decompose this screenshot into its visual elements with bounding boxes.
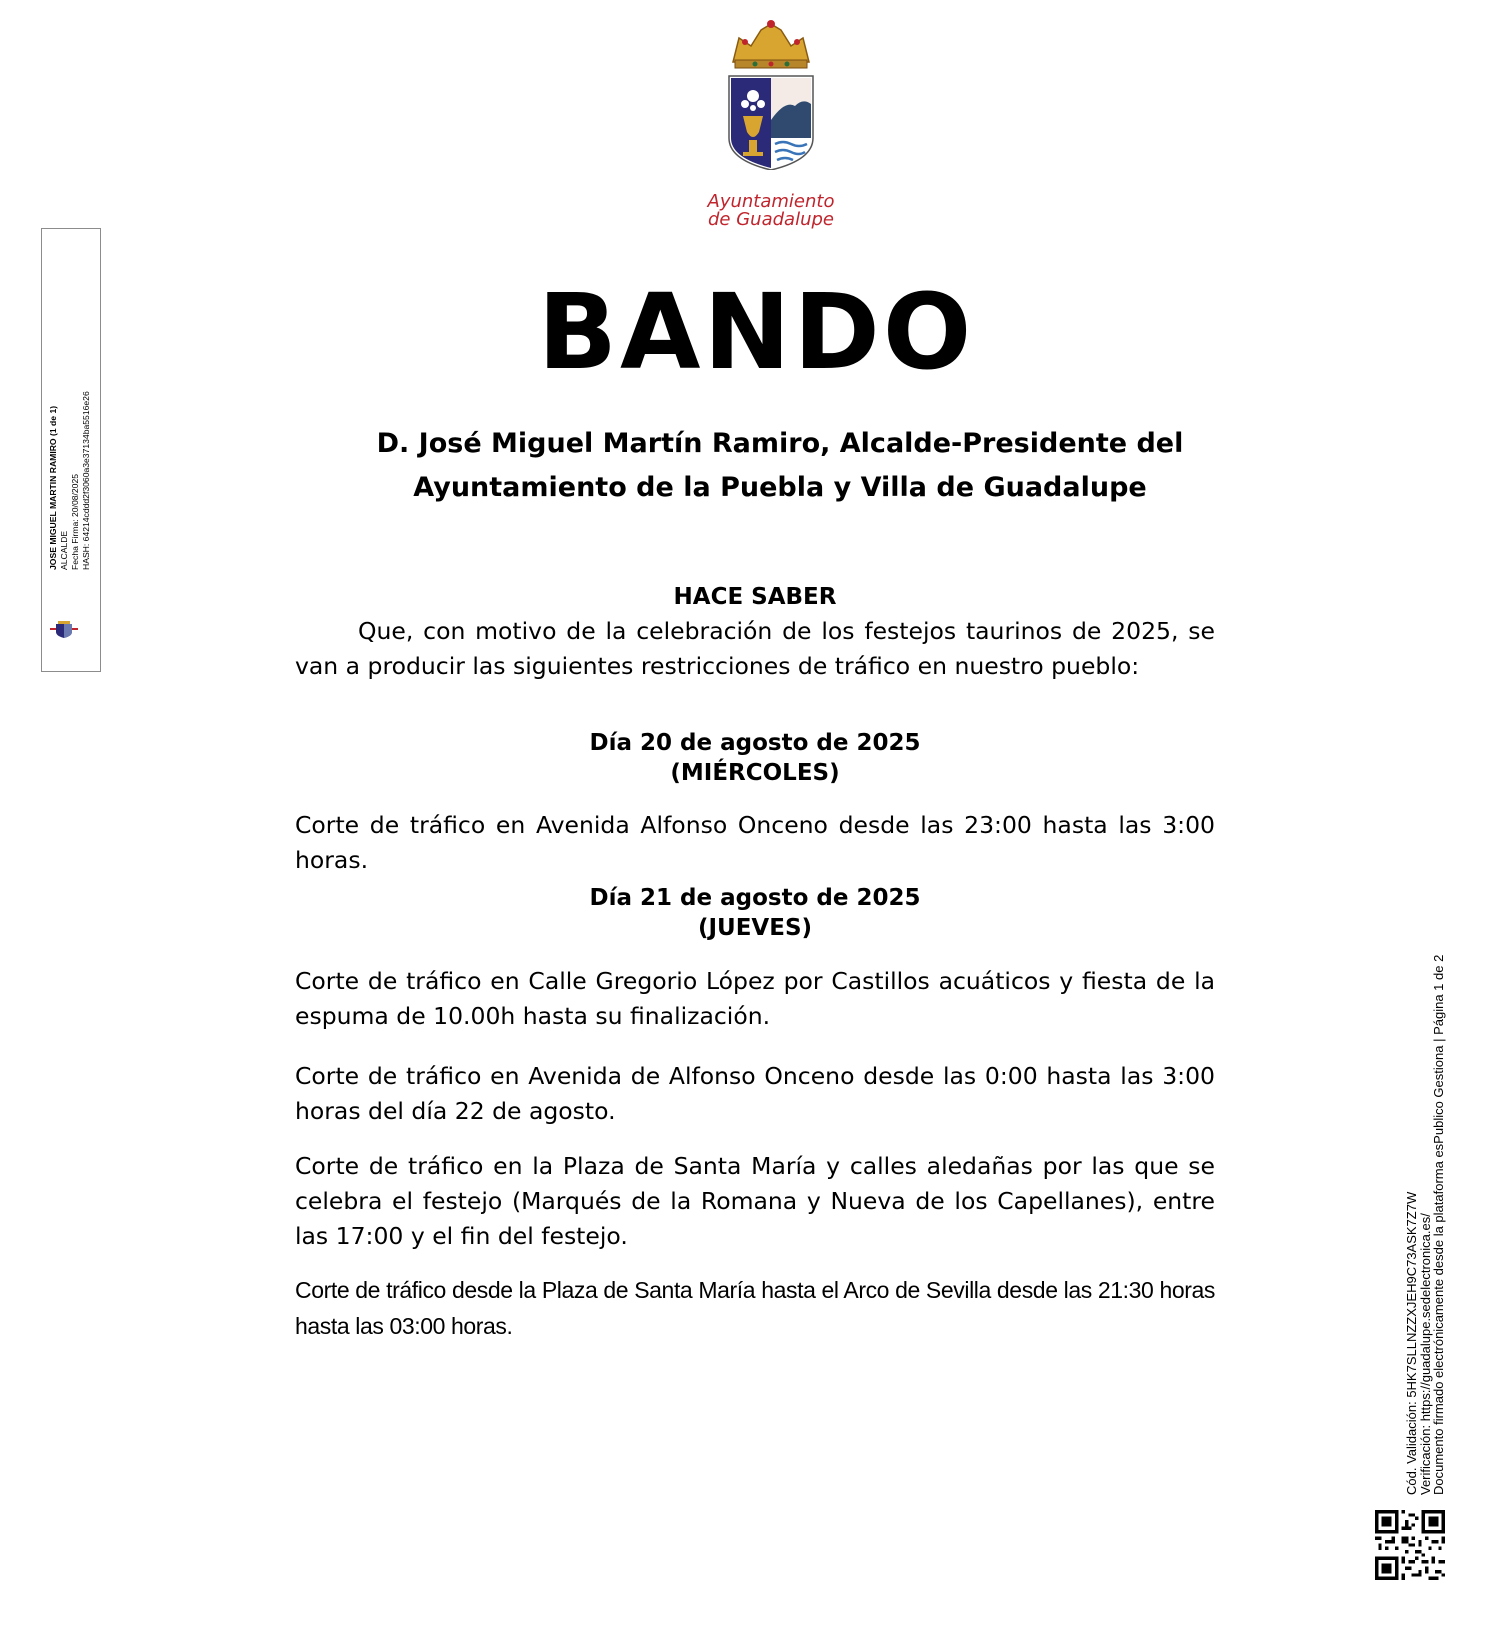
day1-restriction: Corte de tráfico en Avenida Alfonso Onceno desde las 23:00 hasta las 3:00 horas. (295, 811, 1215, 874)
day2-restriction-3: Corte de tráfico en la Plaza de Santa María y calles aledañas por las que se celebra el festejo (Marqués de la Romana y Nueva de los Capellanes), entre las 17:00 y el fin del festejo. (295, 1152, 1215, 1250)
organization-name-line2: de Guadalupe (708, 209, 834, 230)
day2-restriction-4: Corte de tráfico desde la Plaza de Santa María hasta el Arco de Sevilla desde las 21:30 horas hasta las 03:00 horas. (295, 1277, 1215, 1339)
day2-heading (295, 883, 1215, 943)
subtitle-line1: D. José Miguel Martín Ramiro, Alcalde-Presidente del (376, 428, 1184, 459)
coat-of-arms-logo (725, 20, 817, 170)
organization-name (660, 193, 882, 229)
day2-date: Día 21 de agosto de 2025 (589, 885, 921, 911)
day2-restriction-1: Corte de tráfico en Calle Gregorio López por Castillos acuáticos y fiesta de la espuma de 10.00h hasta su finalización. (295, 967, 1215, 1030)
platform-page-info: Documento firmado electrónicamente desde la plataforma esPublico Gestiona | Página 1 de 2 (1431, 954, 1446, 1495)
intro-paragraph: Que, con motivo de la celebración de los festejos taurinos de 2025, se van a producir las siguientes restricciones de tráfico en nuestro pueblo: (295, 617, 1215, 680)
qr-code (1375, 1510, 1445, 1580)
signer-name: JOSE MIGUEL MARTIN RAMIRO (1 de 1) (48, 405, 58, 570)
verification-text (1404, 954, 1450, 1495)
verification-url: Verificación: https://guadalupe.sedelectronica.es/ (1417, 1213, 1433, 1495)
day1-heading (295, 728, 1215, 788)
organization-name-line1: Ayuntamiento (707, 191, 835, 212)
day1-date: Día 20 de agosto de 2025 (589, 730, 921, 756)
signature-hash: HASH: 64214cddd2f3060a3e37134ba5516e26 (81, 391, 91, 570)
signature-seal-icon (50, 620, 78, 638)
day2-restriction-2: Corte de tráfico en Avenida de Alfonso Onceno desde las 0:00 hasta las 3:00 horas del día 22 de agosto. (295, 1062, 1215, 1125)
validation-code: Cód. Validación: 5HK7SLLNZZXJEH9C73ASK7Z7W (1404, 1191, 1419, 1495)
signature-date: Fecha Firma: 20/08/2025 (70, 473, 80, 570)
document-title: BANDO (537, 271, 975, 393)
day1-weekday: (MIÉRCOLES) (670, 760, 840, 786)
section-heading: HACE SABER (673, 584, 837, 610)
document-subtitle (300, 422, 1260, 510)
signer-role: ALCALDE (59, 530, 69, 570)
day2-weekday: (JUEVES) (697, 915, 813, 941)
subtitle-line2: Ayuntamiento de la Puebla y Villa de Guadalupe (413, 472, 1147, 503)
